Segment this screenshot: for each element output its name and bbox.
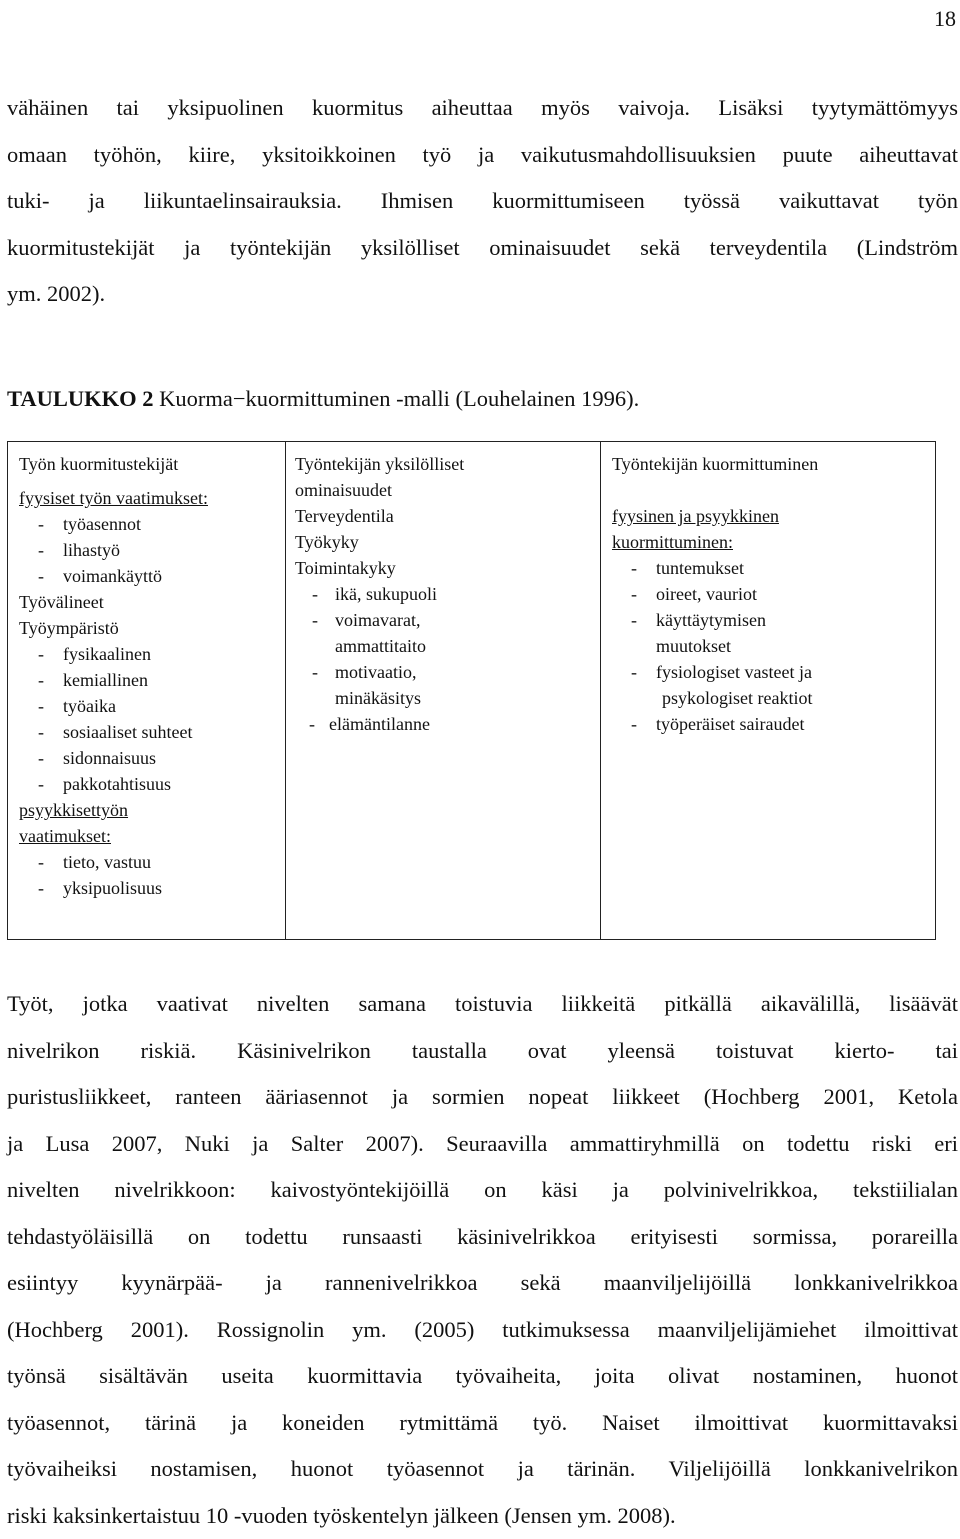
column-load-factors (19, 451, 281, 901)
paragraph-line: vähäinen tai yksipuolinen kuormitus aiheuttaa myös vaivoja. Lisäksi tyytymättömyys (7, 85, 958, 132)
column-header-cont: ominaisuudet (295, 477, 595, 503)
paragraph-line: puristusliikkeet, ranteen ääriasennot ja sormien nopeat liikkeet (Hochberg 2001, Ketola (7, 1074, 958, 1121)
table-title: Kuorma−kuormittuminen -malli (Louhelainen 1996). (153, 386, 639, 411)
list-item: - motivaatio, (295, 659, 595, 685)
list-item: - työasennot (19, 511, 281, 537)
functional-ability-label: Toimintakyky (295, 555, 595, 581)
list-item: - ikä, sukupuoli (295, 581, 595, 607)
list-item: - pakkotahtisuus (19, 771, 281, 797)
list-item: - lihastyö (19, 537, 281, 563)
list-item: - voimavarat, (295, 607, 595, 633)
paragraph-line: ym. 2002). (7, 271, 958, 318)
paragraph-line: kuormitustekijät ja työntekijän yksilölliset ominaisuudet sekä terveydentila (Lindström (7, 225, 958, 272)
paragraph-line: työvaiheiksi nostamisen, huonot työasennot ja tärinän. Viljelijöillä lonkkanivelrikon (7, 1446, 958, 1493)
intro-paragraph (7, 85, 958, 318)
physical-demands-heading: fyysiset työn vaatimukset: (19, 485, 281, 511)
list-item: - tieto, vastuu (19, 849, 281, 875)
list-item-cont: minäkäsitys (295, 685, 595, 711)
column-divider (285, 442, 286, 939)
list-item-cont: ammattitaito (295, 633, 595, 659)
paragraph-line: riski kaksinkertaistuu 10 -vuoden työskentelyn jälkeen (Jensen ym. 2008). (7, 1493, 958, 1539)
column-header: Työntekijän kuormittuminen (612, 451, 932, 477)
list-item: - yksipuolisuus (19, 875, 281, 901)
paragraph-line: tuki- ja liikuntaelinsairauksia. Ihmisen kuormittumiseen työssä vaikuttavat työn (7, 178, 958, 225)
psych-demands-heading: psyykkisettyön (19, 797, 271, 823)
page-number: 18 (934, 6, 956, 32)
body-paragraph (7, 981, 958, 1539)
tools-label: Työvälineet (19, 589, 281, 615)
table-caption (7, 386, 639, 412)
paragraph-line: esiintyy kyynärpää- ja rannenivelrikkoa sekä maanviljelijöillä lonkkanivelrikkoa (7, 1260, 958, 1307)
list-item-cont: psykologiset reaktiot (612, 685, 932, 711)
list-item: - oireet, vauriot (612, 581, 932, 607)
list-item: - fysiologiset vasteet ja (612, 659, 932, 685)
paragraph-line: omaan työhön, kiire, yksitoikkoinen työ ja vaikutusmahdollisuuksien puute aiheuttavat (7, 132, 958, 179)
list-item: - kemiallinen (19, 667, 281, 693)
paragraph-line: Työt, jotka vaativat nivelten samana toistuvia liikkeitä pitkällä aikavälillä, lisäävät (7, 981, 958, 1028)
list-item-cont: muutokset (612, 633, 932, 659)
column-header: Työntekijän yksilölliset (295, 451, 595, 477)
work-ability-label: Työkyky (295, 529, 595, 555)
paragraph-line: (Hochberg 2001). Rossignolin ym. (2005) tutkimuksessa maanviljelijämiehet ilmoittivat (7, 1307, 958, 1354)
list-item: - työperäiset sairaudet (612, 711, 932, 737)
column-individual-properties (295, 451, 595, 737)
list-item: - työaika (19, 693, 281, 719)
paragraph-line: ja Lusa 2007, Nuki ja Salter 2007). Seuraavilla ammattiryhmillä on todettu riski eri (7, 1121, 958, 1168)
list-item: - sidonnaisuus (19, 745, 281, 771)
paragraph-line: tehdastyöläisillä on todettu runsaasti käsinivelrikkoa erityisesti sormissa, porareilla (7, 1214, 958, 1261)
list-item: - sosiaaliset suhteet (19, 719, 281, 745)
strain-heading: fyysinen ja psyykkinen (612, 503, 932, 529)
list-item: - tuntemukset (612, 555, 932, 581)
list-item: - voimankäyttö (19, 563, 281, 589)
strain-heading-cont: kuormittuminen: (612, 529, 932, 555)
psych-demands-heading-cont: vaatimukset: (19, 823, 281, 849)
column-header: Työn kuormitustekijät (19, 451, 281, 477)
list-item: - fysikaalinen (19, 641, 281, 667)
health-label: Terveydentila (295, 503, 595, 529)
paragraph-line: nivelrikon riskiä. Käsinivelrikon taustalla ovat yleensä toistuvat kierto- tai (7, 1028, 958, 1075)
paragraph-line: työasennot, tärinä ja koneiden rytmittämä työ. Naiset ilmoittivat kuormittavaksi (7, 1400, 958, 1447)
list-item: - käyttäytymisen (612, 607, 932, 633)
paragraph-line: työnsä sisältävän useita kuormittavia työvaiheita, joita olivat nostaminen, huonot (7, 1353, 958, 1400)
table-label: TAULUKKO 2 (7, 386, 153, 411)
column-worker-strain (612, 451, 932, 737)
environment-label: Työympäristö (19, 615, 281, 641)
spacer (612, 477, 932, 503)
list-item: - elämäntilanne (295, 711, 595, 737)
load-model-table (7, 441, 936, 940)
paragraph-line: nivelten nivelrikkoon: kaivostyöntekijöillä on käsi ja polvinivelrikkoa, tekstiilialan (7, 1167, 958, 1214)
column-divider (600, 442, 601, 939)
